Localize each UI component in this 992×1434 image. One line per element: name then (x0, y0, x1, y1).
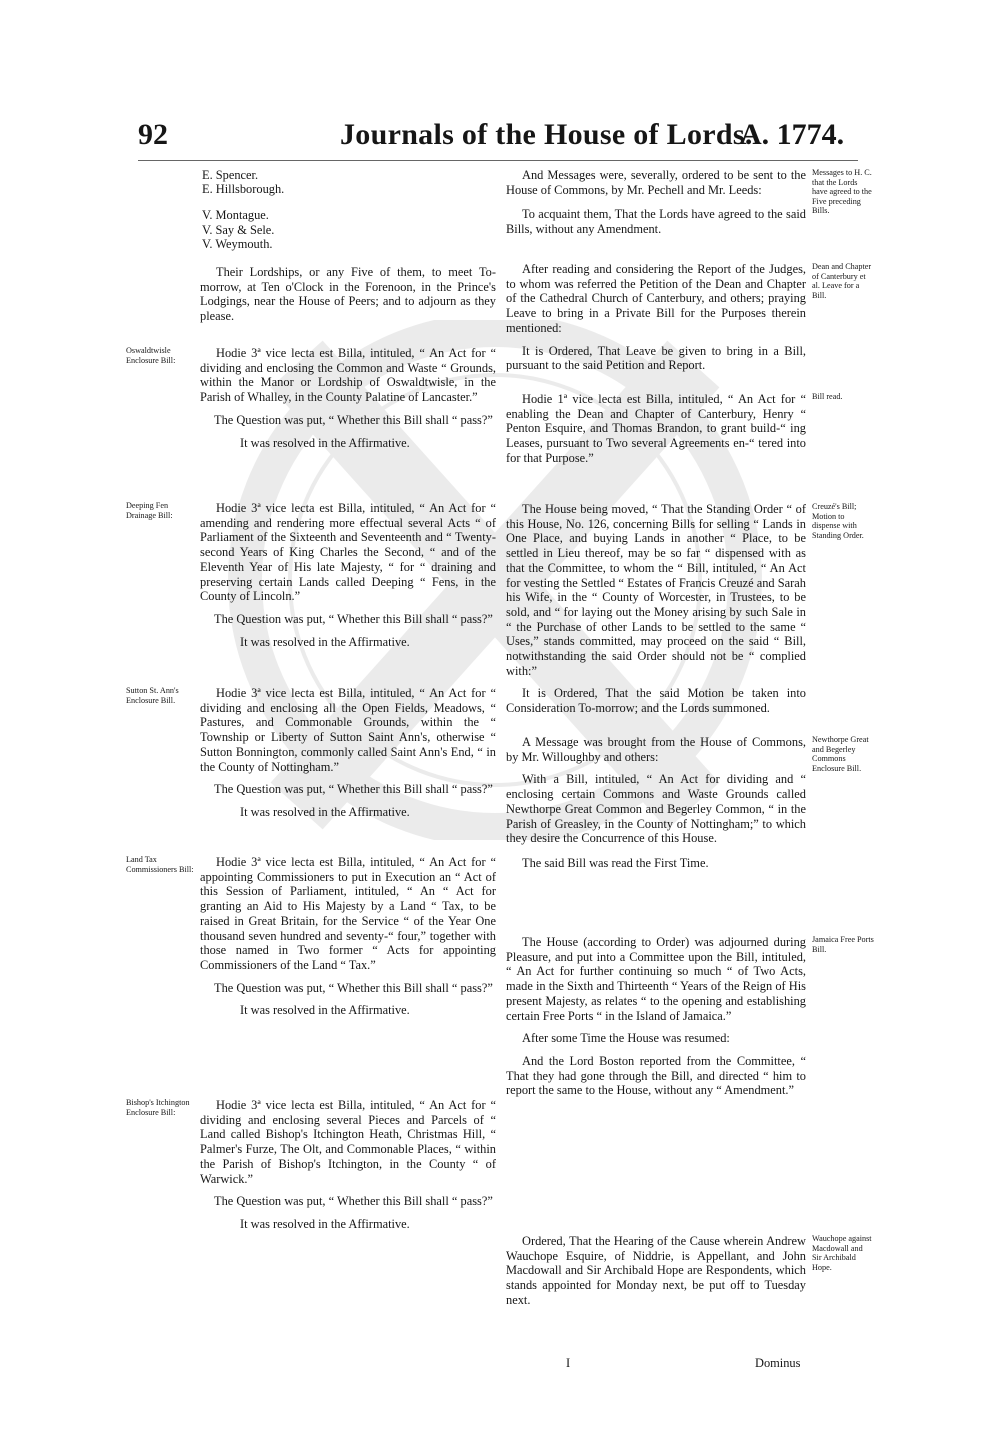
margin-note: Jamaica Free Ports Bill. (812, 935, 874, 954)
creuze-ordered: It is Ordered, That the said Motion be taken into Consideration To-morrow; and the Lords summoned. (506, 686, 806, 716)
resolved-text: It was resolved in the Affirmative. (240, 1003, 410, 1018)
peer-name: E. Spencer. (202, 168, 259, 182)
page-year: A. 1774. (740, 118, 845, 151)
margin-note: Land Tax Commissioners Bill: (126, 855, 194, 874)
margin-note: Dean and Chapter of Canterbury et al. Leave for a Bill. (812, 262, 872, 300)
page-title: Journals of the House of Lords. (340, 118, 753, 151)
margin-note: Sutton St. Ann's Enclosure Bill. (126, 686, 179, 705)
message-commons: A Message was brought from the House of Commons, by Mr. Willoughby and others: With a Bill, intituled, “ An Act for dividing and “ enclosing certain Commons and Waste Grounds called Newthorpe Great Common and Begerley Common, “ in the Parish of Greasley, in the County of Nottingham;” to which they desire the Concurrence of this House. The said Bill was read the First Time. (506, 735, 806, 870)
peer-name: V. Montague. (202, 208, 269, 223)
bill-text: Hodie 3ª vice lecta est Billa, intituled, “ An Act for “ amending and rendering more effectual several Acts “ of Parliament of the Sixteenth and Seventeenth and “ Twenty-second Years of King Charles the Second, “ and of the Eleventh Year of His late Majesty, “ for “ draining and preserving certain Lands called Deeping “ Fens, in the County of Lincoln.” (200, 501, 496, 604)
wauchope-ordered: Ordered, That the Hearing of the Cause wherein Andrew Wauchope Esquire, of Niddrie, is Appellant, and John Macdowall and Sir Archibald Hope are Respondents, which stands appointed for Monday next, be put off to Tuesday next. (506, 1234, 806, 1307)
bill-text: Hodie 3ª vice lecta est Billa, intituled, “ An Act for “ appointing Commissioners to put in Execution an “ Act of this Session of Parliament, intituled, “ An “ Act for granting an Aid to His Majesty by a Land “ Tax, to be raised in Great Britain, for the Service “ of the Year One thousand seven hundred and seventy-“ four,” together with those named in Two former “ Acts for appointing Commissioners of the Land “ Tax.” (200, 855, 496, 972)
question-text: The Question was put, “ Whether this Bill shall “ pass?” (214, 412, 493, 427)
resolved-text: It was resolved in the Affirmative. (240, 435, 410, 450)
signature-mark: I (566, 1356, 571, 1370)
creuze-motion: The House being moved, “ That the Standing Order “ of this House, No. 126, concerning Bills for selling “ Lands in One Place, and buying Lands in another “ Place, to be settled in Lieu thereof, may be so far “ dispensed with as that the Committee, to whom the “ Bill, intituled, “ An Act for vesting the Settled “ Estates of Francis Creuzé and Sarah his Wife, in the “ County of Worcester, in Trustees, to be sold, and “ for laying out the Money arising by such Sale in “ the Purchase of other Lands to be settled to the same “ Uses,” stands committed, may proceed on the said “ Bill, notwithstanding the said Order should not be “ complied with:” It is Ordered, That the said Motion be taken into Consideration To-morrow; and the Lords summoned. (506, 502, 806, 716)
bill-entry (200, 1098, 496, 1232)
bill-entry (200, 855, 496, 1018)
peer-name: V. Say & Sele. (202, 222, 275, 237)
resolved-text: It was resolved in the Affirmative. (240, 804, 410, 819)
question-text: The Question was put, “ Whether this Bill shall “ pass?” (214, 611, 493, 626)
question-text: The Question was put, “ Whether this Bill shall “ pass?” (214, 980, 493, 995)
acquaint-text: To acquaint them, That the Lords have agreed to the said Bills, without any Amendment. (506, 207, 806, 237)
peer-name: V. Weymouth. (202, 236, 273, 251)
margin-note: Wauchope against Macdowall and Sir Archibald Hope. (812, 1234, 872, 1272)
newthorpe-bill: With a Bill, intituled, “ An Act for dividing and “ enclosing certain Commons and Waste Grounds called Newthorpe Great Common and Begerley Common, “ in the Parish of Greasley, in the County of Nottingham;” to which they desire the Concurrence of this House. (506, 772, 806, 846)
messages-ordered: And Messages were, severally, ordered to be sent to the House of Commons, by Mr. Pechell and Mr. Leeds: To acquaint them, That the Lords have agreed to the said Bills, without any Amendment. (506, 168, 806, 237)
header-rule (138, 160, 858, 161)
peer-name: E. Hillsborough. (202, 182, 285, 197)
margin-note: Newthorpe Great and Begerley Commons Enclosure Bill. (812, 735, 869, 773)
resolved-text: It was resolved in the Affirmative. (240, 634, 410, 649)
page-number: 92 (138, 118, 168, 151)
dean-report: After reading and considering the Report of the Judges, to whom was referred the Petition of the Dean and Chapter of the Cathedral Church of Canterbury, and others; praying Leave to bring in a Private Bill for the Purposes therein mentioned: It is Ordered, That Leave be given to bring in a Bill, pursuant to the said Petition and Report. (506, 262, 806, 373)
jamaica-committee: The House (according to Order) was adjourned during Pleasure, and put into a Committee upon the Bill, intituled, “ An Act for further continuing so much “ of Two Acts, made in the Sixth and Thirteenth “ Years of the Reign of His present Majesty, as relates “ to the opening and establishing certain Free Ports “ in the Island of Jamaica.” After some Time the House was resumed: And the Lord Boston reported from the Committee, “ That they had gone through the Bill, and directed “ him to report the same to the House, without any “ Amendment.” (506, 935, 806, 1098)
bill-entry (200, 346, 496, 450)
margin-note: Bill read. (812, 392, 843, 401)
question-text: The Question was put, “ Whether this Bill shall “ pass?” (214, 782, 493, 797)
question-text: The Question was put, “ Whether this Bill shall “ pass?” (214, 1194, 493, 1209)
bill-read-entry: Hodie 1ª vice lecta est Billa, intituled, “ An Act for “ enabling the Dean and Chapter of Canterbury, Henry “ Penton Esquire, and Thomas Brandon, to grant build-“ ing Leases, pursuant to Two several Agreements en-“ tered into for that Purpose.” (506, 392, 806, 465)
dean-ordered: It is Ordered, That Leave be given to bring in a Bill, pursuant to the said Petition and Report. (506, 343, 806, 373)
bill-entry (200, 501, 496, 649)
peers-list (200, 168, 496, 251)
margin-note: Bishop's Itchington Enclosure Bill: (126, 1098, 190, 1117)
margin-note: Deeping Fen Drainage Bill: (126, 501, 173, 520)
bill-text: Hodie 3ª vice lecta est Billa, intituled, “ An Act for “ dividing and enclosing several Pieces and Parcels of “ Land called Bishop's Itchington Heath, Christmas Hill, “ Palmer's Furze, The Olt, and Commonable Places, “ within the Parish of Bishop's Itchington, in the County “ of Warwick.” (200, 1098, 496, 1186)
bill-entry (200, 686, 496, 820)
first-time: The said Bill was read the First Time. (522, 855, 709, 870)
catchword: Dominus (755, 1356, 801, 1370)
margin-note: Oswaldtwisle Enclosure Bill: (126, 346, 176, 365)
boston-report: And the Lord Boston reported from the Committee, “ That they had gone through the Bill, and directed “ him to report the same to the House, without any “ Amendment.” (506, 1053, 806, 1098)
margin-note: Messages to H. C. that the Lords have agreed to the Five preceding Bills. (812, 168, 872, 216)
resumed-text: After some Time the House was resumed: (522, 1031, 730, 1046)
margin-note: Creuzé's Bill; Motion to dispense with Standing Order. (812, 502, 864, 540)
committee-paragraph: Their Lordships, or any Five of them, to meet To-morrow, at Ten o'Clock in the Forenoon, in the Prince's Lodgings, near the House of Peers; and to adjourn as they please. (200, 265, 496, 324)
bill-text: Hodie 3ª vice lecta est Billa, intituled, “ An Act for “ dividing and enclosing the Common and Waste “ Grounds, within the Manor or Lordship of Oswaldtwisle, in the Parish of Whalley, in the County Palatine of Lancaster.” (200, 346, 496, 405)
bill-text: Hodie 3ª vice lecta est Billa, intituled, “ An Act for “ dividing and enclosing all the Open Fields, Meadows, “ Pastures, and Commonable Grounds, within the “ Township or Liberty of Sutton Saint Ann's, otherwise “ Sutton Bonnington, commonly called Saint Ann's End, “ in the County of Nottingham.” (200, 686, 496, 774)
resolved-text: It was resolved in the Affirmative. (240, 1216, 410, 1231)
